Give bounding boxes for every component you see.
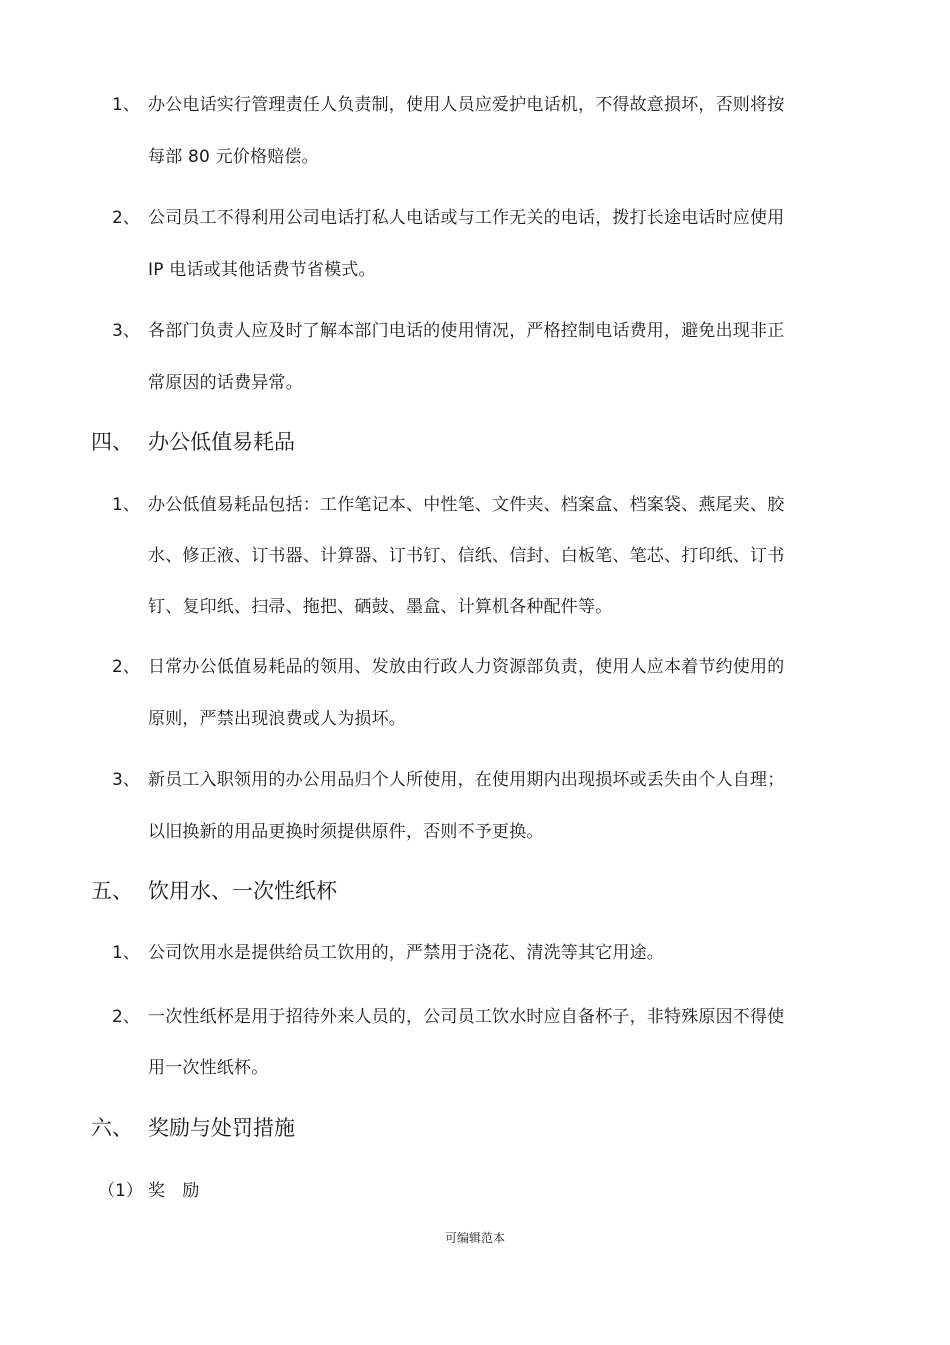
item-number: 3、 bbox=[112, 770, 140, 790]
section-title: 办公低值易耗品 bbox=[148, 430, 295, 454]
section-number: 四、 bbox=[91, 430, 133, 454]
item-text-line: 以旧换新的用品更换时须提供原件，否则不予更换。 bbox=[148, 822, 544, 842]
item-text-line: 用一次性纸杯。 bbox=[148, 1058, 269, 1078]
item-text-line: 钉、复印纸、扫帚、拖把、硒鼓、墨盒、计算机各种配件等。 bbox=[148, 597, 613, 617]
item-number: 2、 bbox=[112, 1007, 140, 1027]
item-number: 2、 bbox=[112, 657, 140, 677]
item-number: 1、 bbox=[112, 943, 140, 963]
item-text-line: 各部门负责人应及时了解本部门电话的使用情况，严格控制电话费用，避免出现非正 bbox=[148, 321, 785, 341]
section-number: 五、 bbox=[91, 879, 133, 903]
page-footer: 可编辑范本 bbox=[444, 1231, 505, 1245]
item-text-line: 公司员工不得利用公司电话打私人电话或与工作无关的电话，拨打长途电话时应使用 bbox=[148, 208, 785, 228]
item-text-line: 常原因的话费异常。 bbox=[148, 373, 303, 393]
subsection-title: 奖 励 bbox=[148, 1181, 206, 1201]
item-text-line: 日常办公低值易耗品的领用、发放由行政人力资源部负责，使用人应本着节约使用的 bbox=[148, 657, 785, 677]
item-number: 1、 bbox=[112, 495, 140, 515]
item-text-line: 办公电话实行管理责任人负责制，使用人员应爱护电话机，不得故意损坏，否则将按 bbox=[148, 95, 785, 115]
item-text-line: IP 电话或其他话费节省模式。 bbox=[148, 260, 376, 280]
item-text-line: 原则，严禁出现浪费或人为损坏。 bbox=[148, 709, 406, 729]
item-text-line: 公司饮用水是提供给员工饮用的，严禁用于浇花、清洗等其它用途。 bbox=[148, 943, 664, 963]
item-text-line: 每部 80 元价格赔偿。 bbox=[148, 147, 319, 167]
subsection-number: （1） bbox=[98, 1181, 143, 1201]
section-number: 六、 bbox=[91, 1116, 133, 1140]
section-title: 奖励与处罚措施 bbox=[148, 1116, 295, 1140]
section-title: 饮用水、一次性纸杯 bbox=[148, 879, 337, 903]
item-text-line: 新员工入职领用的办公用品归个人所使用，在使用期内出现损坏或丢失由个人自理； bbox=[148, 770, 785, 790]
item-text-line: 水、修正液、订书器、计算器、订书钉、信纸、信封、白板笔、笔芯、打印纸、订书 bbox=[148, 546, 785, 566]
item-text-line: 办公低值易耗品包括：工作笔记本、中性笔、文件夹、档案盒、档案袋、燕尾夹、胶 bbox=[148, 495, 785, 515]
item-number: 2、 bbox=[112, 208, 140, 228]
item-number: 3、 bbox=[112, 321, 140, 341]
item-text-line: 一次性纸杯是用于招待外来人员的，公司员工饮水时应自备杯子，非特殊原因不得使 bbox=[148, 1007, 785, 1027]
item-number: 1、 bbox=[112, 95, 140, 115]
